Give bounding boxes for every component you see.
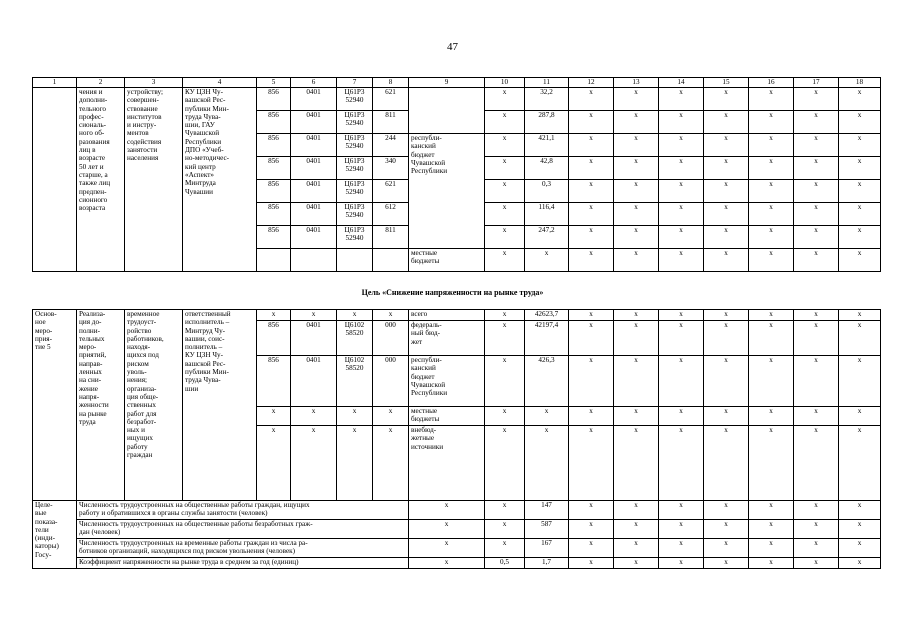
section-code-cell: 0401 <box>291 111 337 134</box>
amount-cell: 42,8 <box>525 157 569 180</box>
indicators-label-cell: Целе- вые показа- тели (инди- каторы) Госу- <box>33 501 77 569</box>
x-cell: x <box>749 157 794 180</box>
x-cell: x <box>614 203 659 226</box>
x-cell: x <box>749 321 794 356</box>
labor-market-table <box>32 309 881 569</box>
x-cell: x <box>839 558 881 569</box>
x-cell: x <box>614 180 659 203</box>
value-cell: x <box>485 203 525 226</box>
column-header: 12 <box>569 78 614 88</box>
value-cell: x <box>485 520 525 539</box>
expense-type-cell: 000 <box>373 356 409 407</box>
amount-cell: 1,7 <box>525 558 569 569</box>
grbs-cell: x <box>257 310 291 321</box>
table-row <box>33 88 881 111</box>
x-cell: x <box>749 88 794 111</box>
x-cell: x <box>749 226 794 249</box>
x-cell: x <box>794 310 839 321</box>
column-header: 6 <box>291 78 337 88</box>
x-cell: x <box>704 539 749 558</box>
value-cell: x <box>485 321 525 356</box>
grbs-cell: 856 <box>257 203 291 226</box>
grbs-cell: 856 <box>257 180 291 203</box>
expense-type-cell: 621 <box>373 180 409 203</box>
amount-cell: 287,8 <box>525 111 569 134</box>
indicator-text-cell: Коэффициент напряженности на рынке труда в среднем за год (единиц) <box>77 558 409 569</box>
column-header: 13 <box>614 78 659 88</box>
column-header: 4 <box>183 78 257 88</box>
column-header: 11 <box>525 78 569 88</box>
expense-type-cell: 612 <box>373 203 409 226</box>
x-cell: x <box>794 203 839 226</box>
x-cell: x <box>794 249 839 272</box>
grbs-cell: 856 <box>257 157 291 180</box>
target-code-cell: Ц61Р3 52940 <box>337 88 373 111</box>
x-cell: x <box>569 249 614 272</box>
x-cell: x <box>794 520 839 539</box>
source-cell: внебюд- жетные источники <box>409 426 485 501</box>
target-code-cell: Ц61Р3 52940 <box>337 226 373 249</box>
x-cell: x <box>839 520 881 539</box>
value-cell: x <box>485 356 525 407</box>
event-name-cell: чения и дополни- тельного профес- сиональ- ного об- разования лиц в возрасте 50 лет и старше, а также лиц предпен- сионного возраста <box>77 88 125 272</box>
source-cell: республи- канский бюджет Чувашской Республики <box>409 134 485 249</box>
x-cell: x <box>794 356 839 407</box>
grbs-cell: x <box>257 407 291 426</box>
x-cell: x <box>839 88 881 111</box>
amount-cell: 167 <box>525 539 569 558</box>
indicator-row <box>33 520 881 539</box>
x-cell: x <box>704 157 749 180</box>
x-cell: x <box>569 111 614 134</box>
x-cell: x <box>839 356 881 407</box>
section-title: Цель «Снижение напряженности на рынке труда» <box>361 288 544 297</box>
section-code-cell: x <box>291 407 337 426</box>
x-cell: x <box>569 157 614 180</box>
column-header: 8 <box>373 78 409 88</box>
value-cell: x <box>485 111 525 134</box>
amount-cell: 147 <box>525 501 569 520</box>
x-cell: x <box>659 520 704 539</box>
expense-type-cell: x <box>373 310 409 321</box>
column-header: 9 <box>409 78 485 88</box>
indicator-row <box>33 539 881 558</box>
target-code-cell: Ц61Р3 52940 <box>337 180 373 203</box>
grbs-cell: 856 <box>257 321 291 356</box>
x-cell: x <box>749 310 794 321</box>
x-cell: x <box>749 111 794 134</box>
value-cell: x <box>485 501 525 520</box>
x-cell: x <box>569 407 614 426</box>
table-row <box>33 310 881 321</box>
x-cell: x <box>614 321 659 356</box>
target-code-cell: Ц61Р3 52940 <box>337 157 373 180</box>
x-cell: x <box>569 88 614 111</box>
budget-table-continued <box>32 77 881 272</box>
x-cell: x <box>569 520 614 539</box>
x-cell: x <box>659 558 704 569</box>
x-cell: x <box>569 426 614 501</box>
grbs-cell: x <box>257 426 291 501</box>
target-code-cell: Ц6102 58520 <box>337 321 373 356</box>
section-code-cell: 0401 <box>291 226 337 249</box>
x-cell: x <box>569 226 614 249</box>
x-cell: x <box>794 111 839 134</box>
x-cell: x <box>749 356 794 407</box>
section-code-cell: 0401 <box>291 203 337 226</box>
target-code-cell <box>337 249 373 272</box>
amount-cell: 426,3 <box>525 356 569 407</box>
tasks-cell: устройству; совершен- ствование институтов и инстру- ментов содействия занятости населения <box>125 88 183 272</box>
section-code-cell: 0401 <box>291 180 337 203</box>
value-cell: x <box>485 226 525 249</box>
x-cell: x <box>704 111 749 134</box>
x-cell: x <box>614 134 659 157</box>
x-cell: x <box>569 203 614 226</box>
grbs-cell: 856 <box>257 88 291 111</box>
x-cell: x <box>569 321 614 356</box>
expense-type-cell: 621 <box>373 88 409 111</box>
x-cell: x <box>794 539 839 558</box>
x-cell: x <box>704 501 749 520</box>
target-code-cell: x <box>337 310 373 321</box>
grbs-cell: 856 <box>257 111 291 134</box>
header-row <box>33 78 881 88</box>
x-cell: x <box>659 426 704 501</box>
x-cell: x <box>839 539 881 558</box>
source-cell: республи- канский бюджет Чувашской Республики <box>409 356 485 407</box>
x-cell: x <box>614 539 659 558</box>
section-code-cell: 0401 <box>291 88 337 111</box>
tasks-cell: временное трудоуст- ройство работников, находя- щихся под риском уволь- нения; организа- ция обще- ственных работ для безработ- ных и ищущих работу граждан <box>125 310 183 501</box>
amount-cell: 32,2 <box>525 88 569 111</box>
section-code-cell: 0401 <box>291 134 337 157</box>
value-cell: x <box>409 539 485 558</box>
source-cell: всего <box>409 310 485 321</box>
x-cell: x <box>659 88 704 111</box>
x-cell: x <box>614 501 659 520</box>
x-cell: x <box>614 520 659 539</box>
x-cell: x <box>614 157 659 180</box>
x-cell: x <box>614 310 659 321</box>
x-cell: x <box>704 426 749 501</box>
x-cell: x <box>614 558 659 569</box>
amount-cell: 116,4 <box>525 203 569 226</box>
x-cell: x <box>749 203 794 226</box>
x-cell: x <box>794 180 839 203</box>
expense-type-cell: 811 <box>373 226 409 249</box>
x-cell: x <box>749 134 794 157</box>
x-cell: x <box>614 88 659 111</box>
x-cell: x <box>704 558 749 569</box>
x-cell: x <box>569 558 614 569</box>
source-cell: местные бюджеты <box>409 407 485 426</box>
expense-type-cell: 811 <box>373 111 409 134</box>
x-cell: x <box>659 203 704 226</box>
x-cell: x <box>749 180 794 203</box>
x-cell: x <box>839 249 881 272</box>
value-cell: x <box>485 134 525 157</box>
amount-cell: 421,1 <box>525 134 569 157</box>
executor-cell: ответственный исполнитель – Минтруд Чу- вашии, соис- полнитель – КУ ЦЗН Чу- вашской Рес- публики Мин- труда Чува- шии <box>183 310 257 501</box>
x-cell: x <box>839 310 881 321</box>
column-header: 7 <box>337 78 373 88</box>
x-cell: x <box>704 134 749 157</box>
x-cell: x <box>794 88 839 111</box>
x-cell: x <box>659 134 704 157</box>
x-cell: x <box>569 539 614 558</box>
indicator-text-cell: Численность трудоустроенных на временные работы граждан из числа ра- ботников организаций, находящихся под риском увольнения (человек) <box>77 539 409 558</box>
x-cell: x <box>839 203 881 226</box>
x-cell: x <box>749 520 794 539</box>
x-cell: x <box>749 249 794 272</box>
target-code-cell: x <box>337 426 373 501</box>
amount-cell: x <box>525 249 569 272</box>
target-code-cell: Ц61Р3 52940 <box>337 203 373 226</box>
x-cell: x <box>704 203 749 226</box>
x-cell: x <box>749 426 794 501</box>
x-cell: x <box>659 321 704 356</box>
x-cell: x <box>704 321 749 356</box>
expense-type-cell: 244 <box>373 134 409 157</box>
amount-cell: 42197,4 <box>525 321 569 356</box>
x-cell: x <box>794 321 839 356</box>
event-label-cell: Основ- ное меро- прия- тие 5 <box>33 310 77 501</box>
x-cell: x <box>614 111 659 134</box>
value-cell: x <box>409 520 485 539</box>
value-cell: x <box>485 180 525 203</box>
x-cell: x <box>794 157 839 180</box>
amount-cell: 247,2 <box>525 226 569 249</box>
x-cell: x <box>659 501 704 520</box>
x-cell: x <box>614 356 659 407</box>
grbs-cell: 856 <box>257 226 291 249</box>
amount-cell: 42623,7 <box>525 310 569 321</box>
x-cell: x <box>614 426 659 501</box>
x-cell: x <box>614 226 659 249</box>
x-cell: x <box>704 249 749 272</box>
x-cell: x <box>839 111 881 134</box>
x-cell: x <box>704 407 749 426</box>
x-cell: x <box>569 180 614 203</box>
x-cell: x <box>839 426 881 501</box>
grbs-cell <box>257 249 291 272</box>
x-cell: x <box>659 157 704 180</box>
value-cell: x <box>409 558 485 569</box>
x-cell: x <box>749 539 794 558</box>
x-cell: x <box>794 426 839 501</box>
x-cell: x <box>569 356 614 407</box>
x-cell: x <box>659 310 704 321</box>
x-cell: x <box>839 226 881 249</box>
grbs-cell: 856 <box>257 134 291 157</box>
column-header: 14 <box>659 78 704 88</box>
section-code-cell: x <box>291 426 337 501</box>
x-cell: x <box>749 407 794 426</box>
indicator-row <box>33 558 881 569</box>
value-cell: x <box>485 157 525 180</box>
grbs-cell: 856 <box>257 356 291 407</box>
x-cell: x <box>749 501 794 520</box>
section-code-cell: x <box>291 310 337 321</box>
executor-cell: КУ ЦЗН Чу- вашской Рес- публики Мин- труда Чува- шии, ГАУ Чувашской Республики ДПО «Учеб- но-методичес- кий центр «Аспект» Минтруда Чувашии <box>183 88 257 272</box>
amount-cell: x <box>525 407 569 426</box>
column-header: 16 <box>749 78 794 88</box>
source-cell: местные бюджеты <box>409 249 485 272</box>
x-cell: x <box>659 356 704 407</box>
column-header: 15 <box>704 78 749 88</box>
x-cell: x <box>794 226 839 249</box>
column-header: 17 <box>794 78 839 88</box>
indicator-text-cell: Численность трудоустроенных на общественные работы безработных граж- дан (человек) <box>77 520 409 539</box>
x-cell: x <box>659 180 704 203</box>
section-code-cell <box>291 249 337 272</box>
value-cell: x <box>485 88 525 111</box>
x-cell: x <box>794 134 839 157</box>
target-code-cell: Ц6102 58520 <box>337 356 373 407</box>
section-code-cell: 0401 <box>291 356 337 407</box>
expense-type-cell: x <box>373 426 409 501</box>
indicator-text-cell: Численность трудоустроенных на общественные работы граждан, ищущих работу и обратившихся в органы службы занятости (человек) <box>77 501 409 520</box>
x-cell: x <box>704 88 749 111</box>
expense-type-cell <box>373 249 409 272</box>
x-cell: x <box>704 310 749 321</box>
x-cell: x <box>704 520 749 539</box>
x-cell: x <box>839 157 881 180</box>
column-header: 3 <box>125 78 183 88</box>
x-cell: x <box>659 249 704 272</box>
x-cell: x <box>704 356 749 407</box>
x-cell: x <box>569 134 614 157</box>
column-header: 5 <box>257 78 291 88</box>
x-cell: x <box>794 501 839 520</box>
column-header: 2 <box>77 78 125 88</box>
target-code-cell: x <box>337 407 373 426</box>
x-cell: x <box>569 501 614 520</box>
value-cell: x <box>485 310 525 321</box>
value-cell: x <box>485 426 525 501</box>
column-header: 10 <box>485 78 525 88</box>
x-cell: x <box>749 558 794 569</box>
x-cell: x <box>614 249 659 272</box>
value-cell: 0,5 <box>485 558 525 569</box>
column-header: 1 <box>33 78 77 88</box>
source-cell <box>409 88 485 134</box>
column-header: 18 <box>839 78 881 88</box>
indicator-row <box>33 501 881 520</box>
expense-type-cell: 000 <box>373 321 409 356</box>
section-code-cell: 0401 <box>291 321 337 356</box>
value-cell: x <box>409 501 485 520</box>
source-cell: федераль- ный бюд- жет <box>409 321 485 356</box>
x-cell: x <box>614 407 659 426</box>
x-cell: x <box>794 407 839 426</box>
x-cell: x <box>659 407 704 426</box>
x-cell: x <box>839 134 881 157</box>
expense-type-cell: x <box>373 407 409 426</box>
expense-type-cell: 340 <box>373 157 409 180</box>
x-cell: x <box>659 226 704 249</box>
x-cell: x <box>659 539 704 558</box>
target-code-cell: Ц61Р3 52940 <box>337 134 373 157</box>
amount-cell: 0,3 <box>525 180 569 203</box>
x-cell: x <box>704 180 749 203</box>
amount-cell: x <box>525 426 569 501</box>
amount-cell: 587 <box>525 520 569 539</box>
value-cell: x <box>485 249 525 272</box>
x-cell: x <box>839 180 881 203</box>
x-cell: x <box>839 407 881 426</box>
value-cell: x <box>485 407 525 426</box>
section-code-cell: 0401 <box>291 157 337 180</box>
page-number: 47 <box>447 41 458 53</box>
x-cell: x <box>569 310 614 321</box>
x-cell: x <box>794 558 839 569</box>
col1-cell <box>33 88 77 272</box>
x-cell: x <box>839 501 881 520</box>
value-cell: x <box>485 539 525 558</box>
x-cell: x <box>839 321 881 356</box>
x-cell: x <box>659 111 704 134</box>
event-name-cell: Реализа- ция до- полни- тельных меро- приятий, направ- ленных на сни- жение напря- женности на рынке труда <box>77 310 125 501</box>
x-cell: x <box>704 226 749 249</box>
target-code-cell: Ц61Р3 52940 <box>337 111 373 134</box>
